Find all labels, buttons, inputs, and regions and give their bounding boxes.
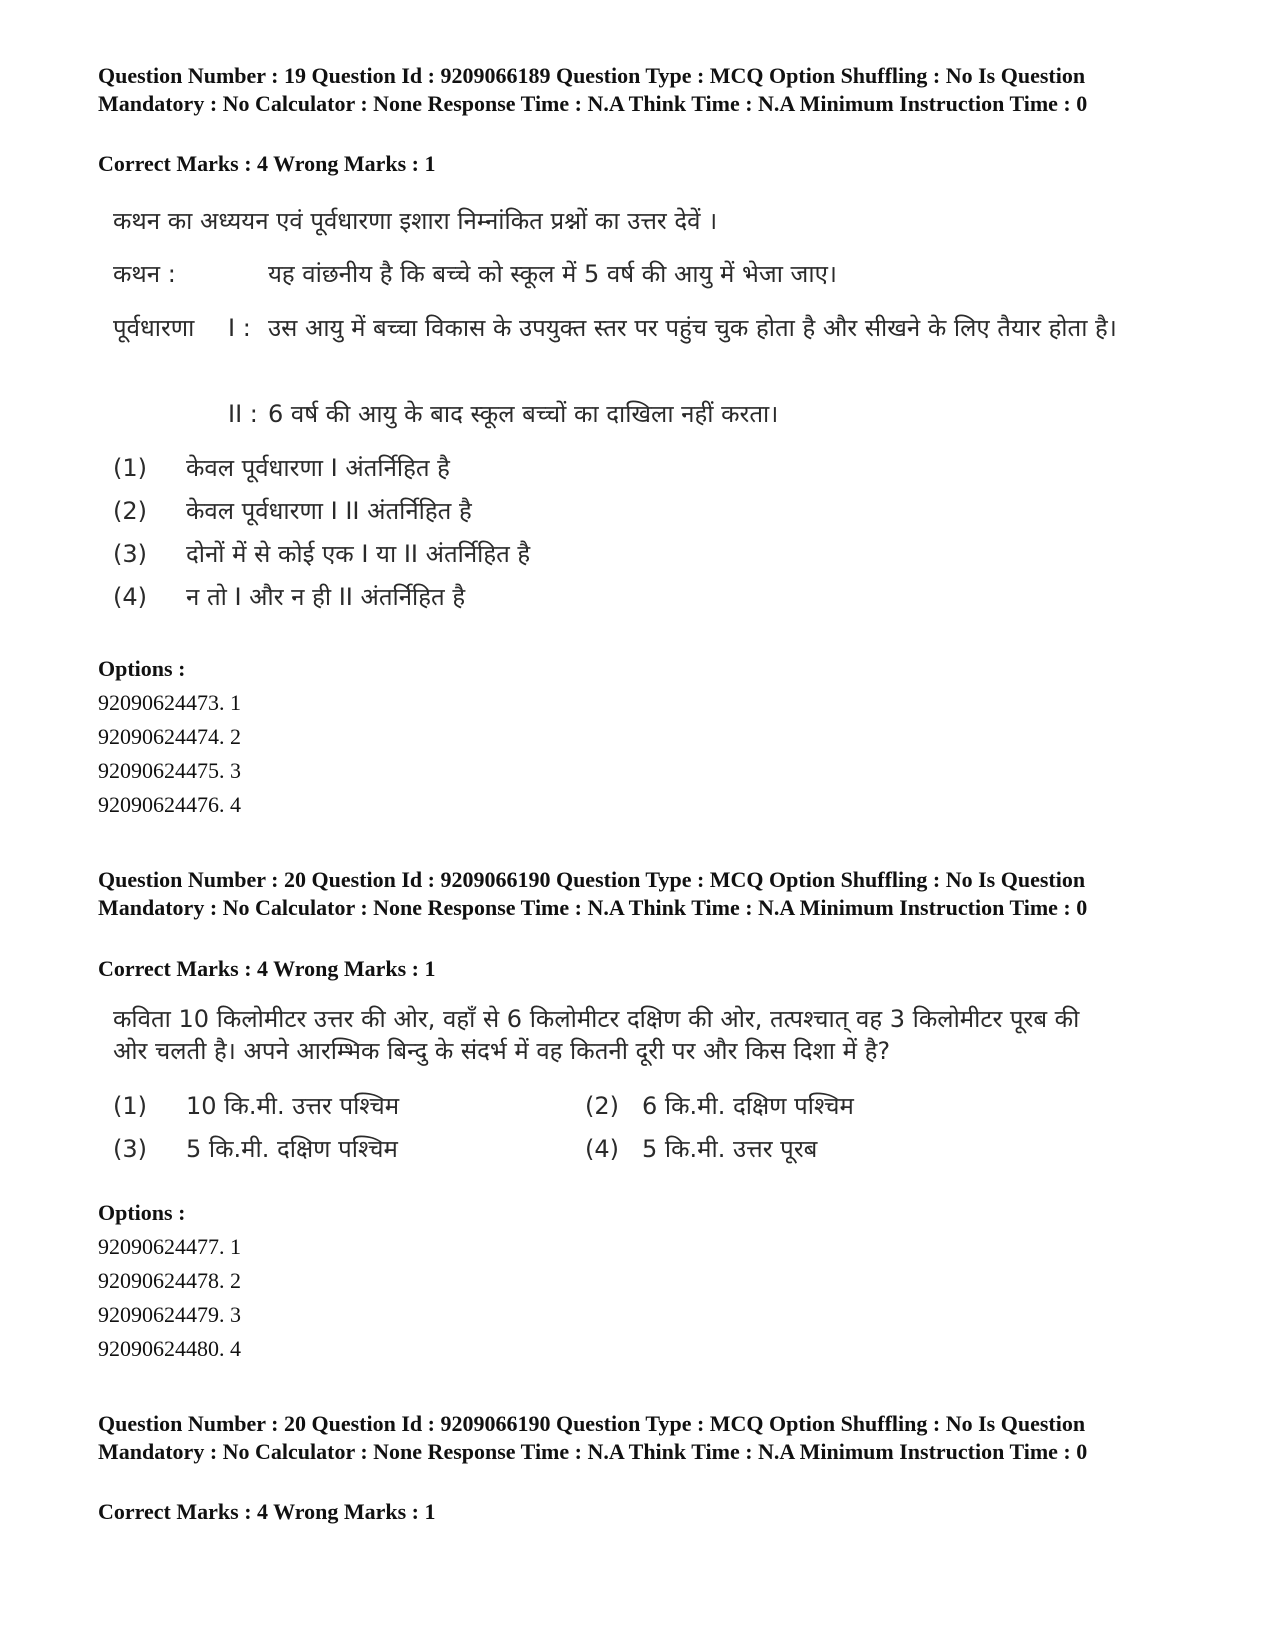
choice-3-text: 5 कि.मी. दक्षिण पश्चिम [186, 1135, 398, 1163]
choice-3-number: (3) [113, 1135, 147, 1163]
choice-4-number: (4) [113, 583, 147, 611]
assumption-2-marker: II : [228, 400, 258, 428]
choice-4-text: न तो I और न ही II अंतर्निहित है [186, 583, 466, 611]
assumption-1-text: उस आयु में बच्चा विकास के उपयुक्त स्तर पर पहुंच चुक होता है और सीखने के लिए तैयार होता है। [268, 314, 1117, 342]
option-item: 92090624477. 1 [98, 1234, 241, 1259]
question-20-meta: Question Number : 20 Question Id : 9209066190 Question Type : MCQ Option Shuffling : No Is Question Mandatory : No Calculator : None Response Time : N.A Think Time : N.A Minimum Instruction Time : 0 [98, 867, 1088, 920]
choice-3-number: (3) [113, 540, 147, 568]
choice-2-text: 6 कि.मी. दक्षिण पश्चिम [642, 1092, 854, 1120]
option-item: 92090624478. 2 [98, 1268, 241, 1293]
choice-2-number: (2) [585, 1092, 619, 1120]
choice-4-number: (4) [585, 1135, 619, 1163]
choice-1-text: केवल पूर्वधारणा I अंतर्निहित है [186, 454, 450, 482]
question-20-repeat-marks: Correct Marks : 4 Wrong Marks : 1 [98, 1499, 436, 1524]
assumption-2-text: 6 वर्ष की आयु के बाद स्कूल बच्चों का दाखिला नहीं करता। [268, 400, 779, 428]
statement-text: यह वांछनीय है कि बच्चे को स्कूल में 5 वर्ष की आयु में भेजा जाए। [268, 260, 837, 288]
statement-label: कथन : [113, 260, 176, 288]
question-19-meta: Question Number : 19 Question Id : 9209066189 Question Type : MCQ Option Shuffling : No Is Question Mandatory : No Calculator : None Response Time : N.A Think Time : N.A Minimum Instruction Time : 0 [98, 63, 1088, 116]
question-20-text: कविता 10 किलोमीटर उत्तर की ओर, वहाँ से 6 किलोमीटर दक्षिण की ओर, तत्पश्चात् वह 3 किलोमीटर पूरब की ओर चलती है। अपने आरम्भिक बिन्दु के संदर्भ में वह कितनी दूरी पर और किस दिशा में है? [113, 1005, 1080, 1065]
question-20-repeat-meta: Question Number : 20 Question Id : 9209066190 Question Type : MCQ Option Shuffling : No Is Question Mandatory : No Calculator : None Response Time : N.A Think Time : N.A Minimum Instruction Time : 0 [98, 1411, 1088, 1464]
option-item: 92090624474. 2 [98, 724, 241, 749]
choice-1-number: (1) [113, 1092, 147, 1120]
question-19-marks: Correct Marks : 4 Wrong Marks : 1 [98, 151, 436, 176]
assumption-label: पूर्वधारणा [113, 314, 195, 342]
options-heading: Options : [98, 656, 186, 681]
option-item: 92090624475. 3 [98, 758, 241, 783]
question-20-marks: Correct Marks : 4 Wrong Marks : 1 [98, 956, 436, 981]
question-19-instruction: कथन का अध्ययन एवं पूर्वधारणा इशारा निम्नांकित प्रश्नों का उत्तर देवें । [113, 207, 718, 235]
option-item: 92090624480. 4 [98, 1336, 241, 1361]
choice-2-text: केवल पूर्वधारणा I II अंतर्निहित है [186, 497, 472, 525]
option-item: 92090624473. 1 [98, 690, 241, 715]
choice-4-text: 5 कि.मी. उत्तर पूरब [642, 1135, 818, 1163]
choice-1-number: (1) [113, 454, 147, 482]
assumption-1-marker: I : [228, 314, 251, 342]
choice-1-text: 10 कि.मी. उत्तर पश्चिम [186, 1092, 400, 1120]
option-item: 92090624479. 3 [98, 1302, 241, 1327]
choice-2-number: (2) [113, 497, 147, 525]
option-item: 92090624476. 4 [98, 792, 241, 817]
options-heading: Options : [98, 1200, 186, 1225]
choice-3-text: दोनों में से कोई एक I या II अंतर्निहित है [186, 540, 531, 568]
